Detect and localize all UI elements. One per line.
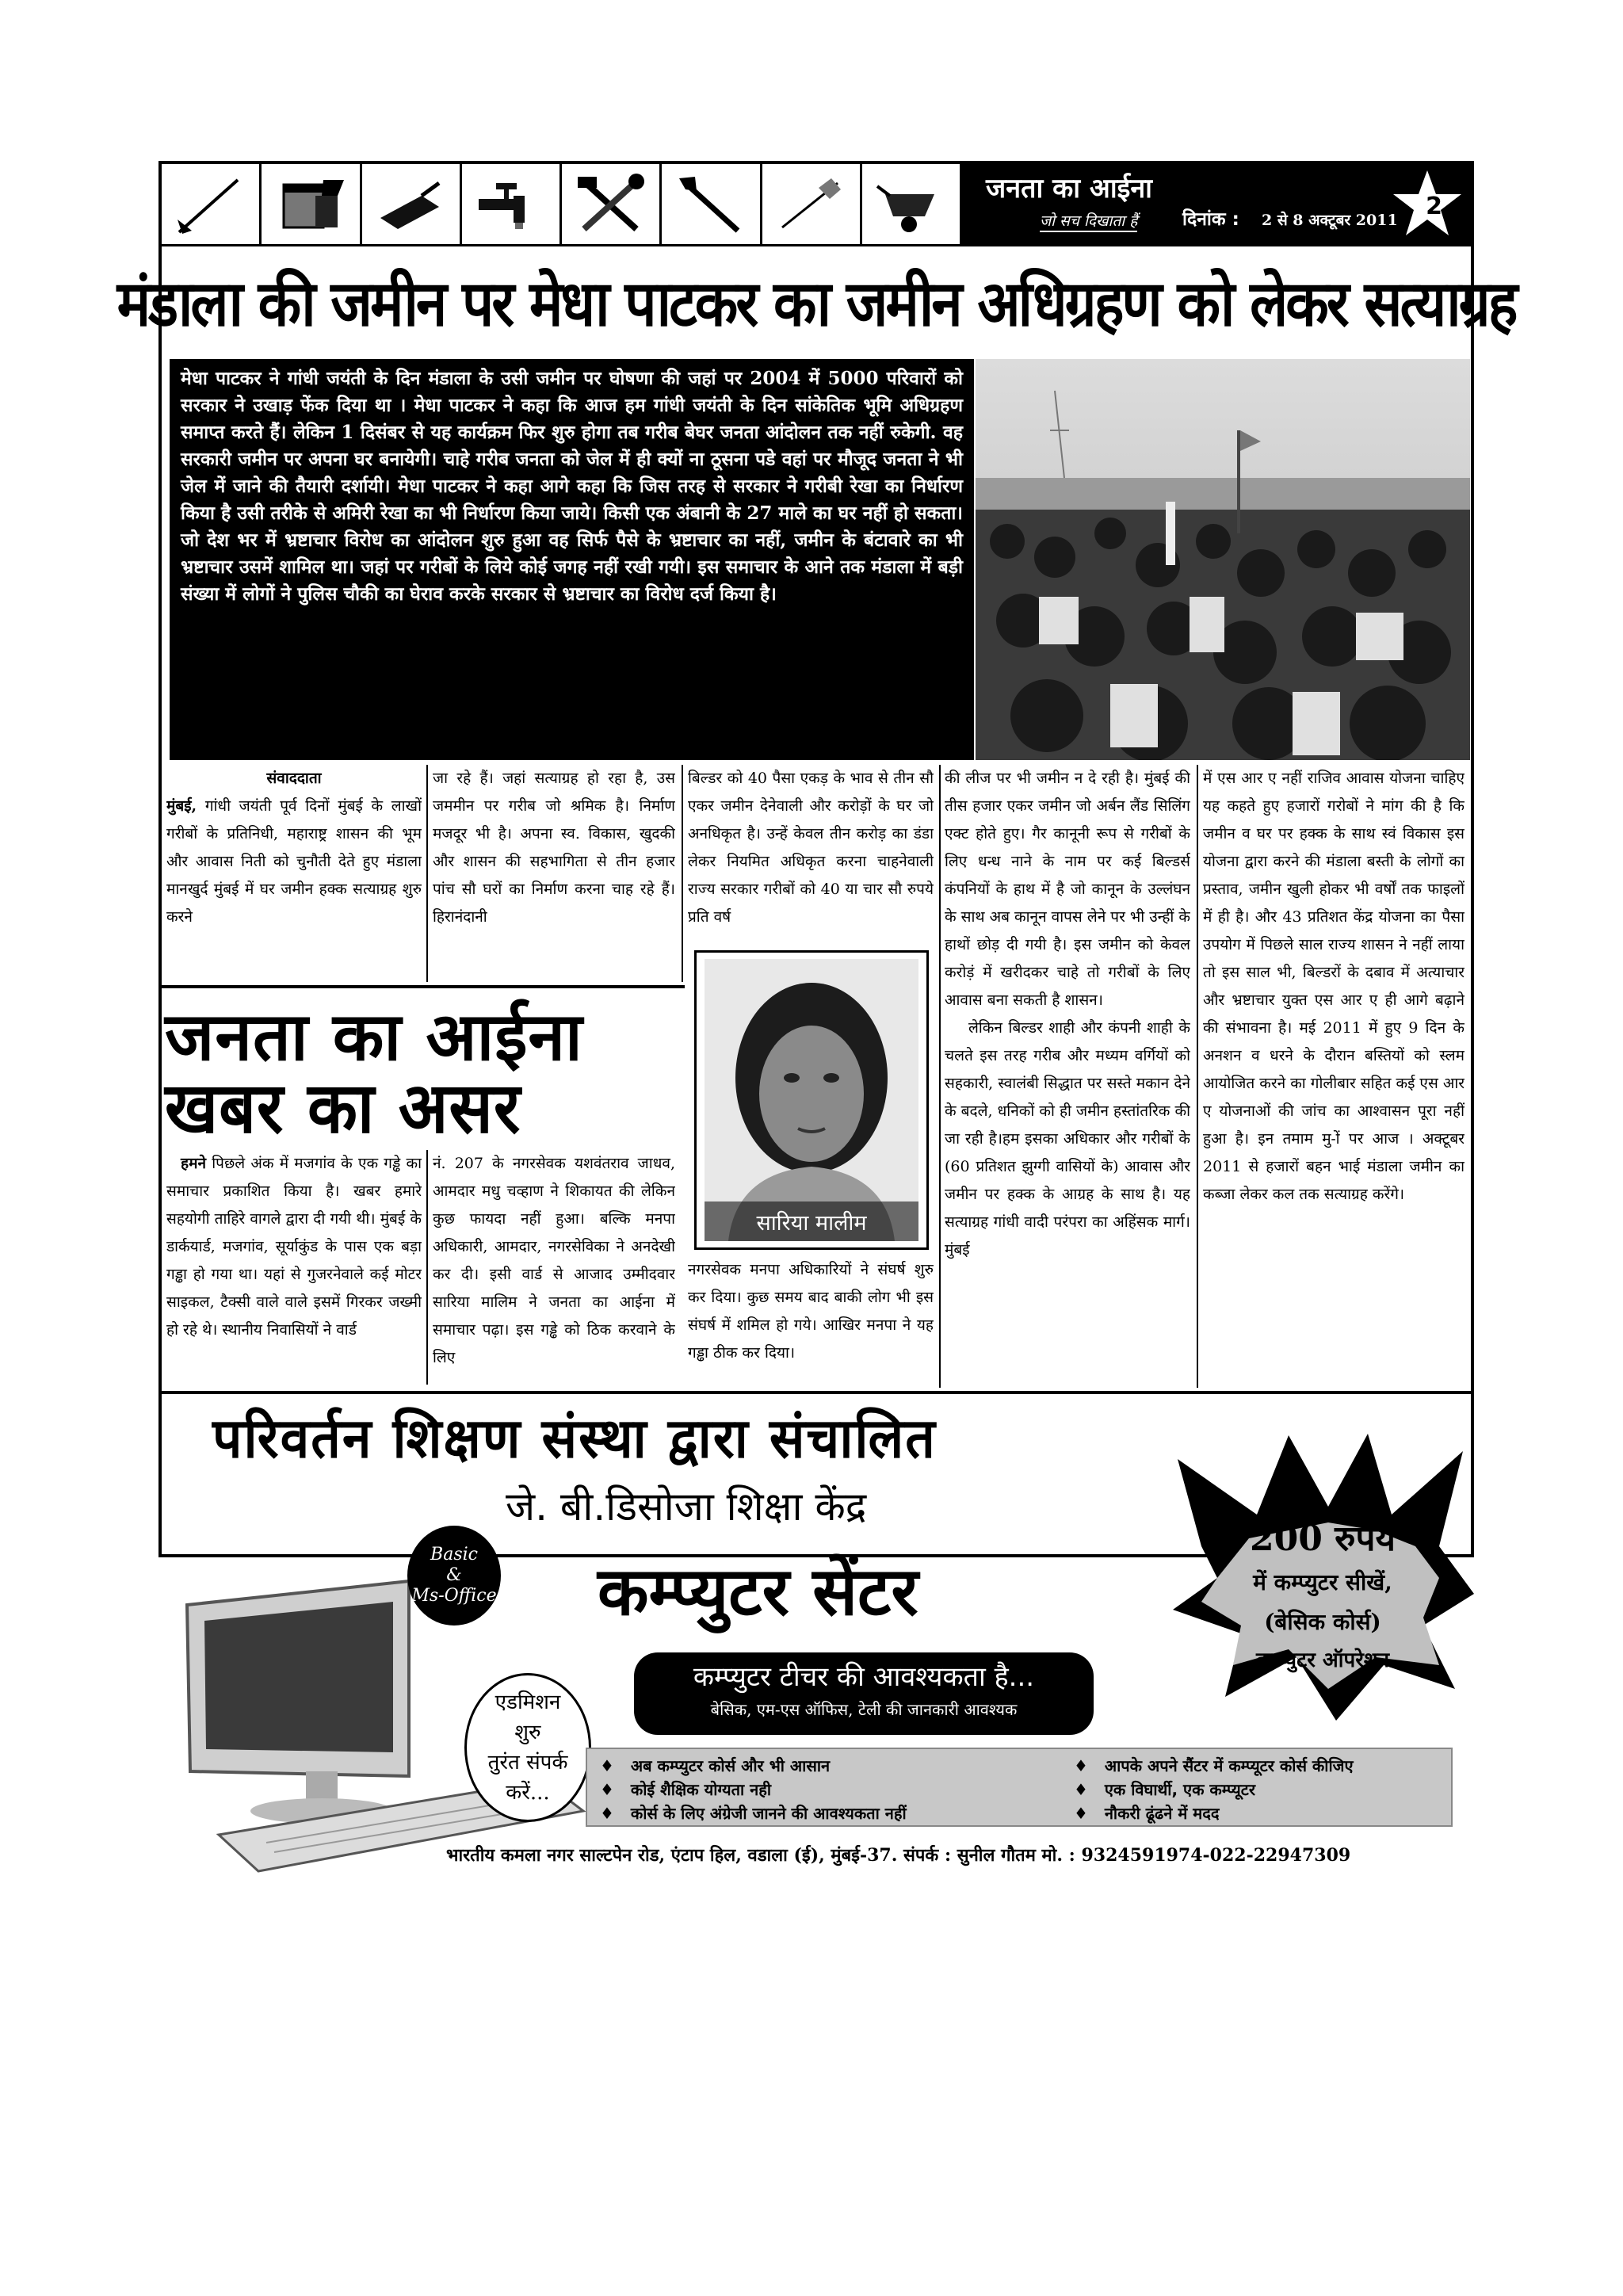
axe-icon (762, 164, 862, 246)
teacher-requirements: बेसिक, एम-एस ऑफिस, टेली की जानकारी आवश्यक (710, 1700, 1018, 1719)
paint-bucket-icon (262, 164, 361, 246)
feature-item: नौकरी ढूंढने में मदद (1104, 1804, 1220, 1823)
ad-center-name: कम्प्युटर सेंटर (598, 1553, 918, 1630)
article-col-1-text: गांधी जयंती पूर्व दिनों मुंबई के लाखों गरीबों के प्रतिनिधी, महाराष्ट्र शासन की भूम और आवास निती को चुनौती देते हुए मंडाला मानखुर्द मुंबई में घर जमीन हक्क सत्याग्रह शुरु करने (166, 797, 422, 926)
impact-col-2: नं. 207 के नगरसेवक यशवंतराव जाधव, आमदार मधु चव्हाण ने शिकायत की लेकिन कुछ फायदा नहीं हुआ। बल्कि मनपा अधिकारी, आमदार, नगरसेविका ने अनदेखी कर दी। इसी वार्ड से आजाद उम्मीदवार सारिया मालिम ने जनता का आईना में समाचार पढ़ा। इस गड्ढे को ठिक करवाने के लिए (433, 1155, 675, 1366)
paper-name: जनता का आईना (986, 173, 1152, 204)
candidate-portrait (694, 950, 929, 1250)
wheelbarrow-icon (862, 164, 962, 246)
ad-title: परिवर्तन शिक्षण संस्था द्वारा संचालित (212, 1406, 937, 1471)
impact-col-1 (166, 1150, 422, 1385)
article-col-5: में एस आर ए नहीं राजिव आवास योजना चाहिए यह कहते हुए हजारों गरोबों ने मांग की है कि जमीन व घर पर हक्क के साथ स्वं विकास इस योजना द्वारा करने की मंडाला बस्ती के लोगों का प्रस्ताव, जमीन खुली होकर भी वर्षों तक फाइलों में ही है। और 43 प्रतिशत केंद्र योजना का पैसा उपयोग में पिछले साल राज्य शासन ने नहीं लाया तो इस साल भी, बिल्डरों के दबाव में अत्याचार और भ्रष्टाचार युक्त एस आर ए ही आगे बढ़ाने की संभावना है। मई 2011 में हुए 9 दिन के अनशन व धरने के दौरान बस्तियों को स्लम आयोजित करने का गोलीबार सहित कई एस आर ए योजनाओं की जांच का आश्वासन पूरा नहीं हुआ है। इन तमाम मु-ों पर आज । अक्टूबर 2011 से हजारों बहन भाई मंडाला जमीन का कब्जा लेकर कल तक सत्याग्रह करेंगे। (1203, 770, 1465, 1203)
course-oval-line: Ms-Office (411, 1586, 497, 1606)
feature-item: एक विघार्थी, एक कम्प्यूटर (1104, 1780, 1256, 1799)
impact-col-3: नगरसेवक मनपा अधिकारियों ने संघर्ष शुरु कर दिया। कुछ समय बाद बाकी लोग भी इस संघर्ष में शमिल हो गये। आखिर मनपा ने यह गड्ढा ठीक कर दिया। (688, 1261, 934, 1362)
bullet-icon: ♦ (1074, 1756, 1105, 1775)
feature-item: आपके अपने सैंटर में कम्प्यूटर कोर्स कीजिए (1104, 1756, 1354, 1775)
bullet-icon: ♦ (600, 1804, 631, 1823)
main-headline: मंडाला की जमीन पर मेधा पाटकर का जमीन अधिग्रहण को लेकर सत्याग्रह (116, 266, 1516, 340)
masthead (162, 164, 1471, 246)
impact-banner-line-2: खबर का असर (165, 1068, 521, 1150)
teacher-wanted-banner (634, 1652, 1094, 1735)
feature-item: अब कम्प्युटर कोर्स और भी आसान (630, 1756, 831, 1775)
column-divider (426, 1150, 428, 1385)
column-divider (1197, 765, 1198, 1388)
page-number: 2 (1426, 193, 1442, 220)
admission-line: तुरंत संपर्क (487, 1751, 568, 1775)
portrait-caption: सारिया मालीम (705, 1201, 918, 1241)
article-col-2: जा रहे हैं। जहां सत्याग्रह हो रहा है, उस जममीन पर गरीब जो श्रमिक है। निर्माण मजदूर भी है। अपना स्व. विकास, खुदकी और शासन की सहभागिता से तीन हजार पांच सौ घरों का निर्माण करना चाह रहे हैं। हिरानंदानी (433, 770, 675, 926)
burst-line: में कम्प्युटर सीखें, (1253, 1569, 1392, 1595)
teacher-wanted-text: कम्प्युटर टीचर की आवश्यकता है... (693, 1661, 1035, 1693)
issue-date: 2 से 8 अक्टूबर 2011 (1262, 212, 1398, 229)
date-label: दिनांक : (1182, 209, 1239, 230)
impact-banner-line-1: जनता का आईना (165, 998, 583, 1075)
byline: संवाददाता (266, 770, 322, 787)
lead-paragraph: मेधा पाटकर ने गांधी जयंती के दिन मंडाला के उसी जमीन पर घोषणा की जहां पर 2004 में 5000 परिवारों को सरकार ने उखाड़ फेंक दिया था । मेधा पाटकर ने कहा कि आज हम गांधी जयंती के दिन सांकेतिक भूमि अधिग्रहण समाप्त करते हैं। लेकिन 1 दिसंबर से यह कार्यक्रम फिर शुरु होगा तब गरीब बेघर जनता आंदोलन तक नहीं रुकेगी. वह सरकारी जमीन पर अपना घर बनायेगी। चाहे गरीब जनता को जेल में ही क्यों ना ठूसना पडे वहां पर मौजूद जनता ने भी जेल में जाने की तैयारी दर्शायी। मेधा पाटकर ने कहा आगे कहा कि जिस तरह से सरकार ने गरीबी रेखा का निर्धारण किया है उसी तरीके से अमिरी रेखा का भी निर्धारण किया जाये। किसी एक अंबानी के 27 माले का घर नहीं हो सकता। जो देश भर में भ्रष्टाचार विरोध का आंदोलन शुरु हुआ वह सिर्फ पैसे के भ्रष्टाचार का नहीं, जमीन के बंटावारे का भी भ्रष्टाचार उसमें शामिल था। जहां पर गरीबों के लिये कोई जगह नहीं रखी गयी। इस समाचार के आने तक मंडाला में बड़ी संख्या में लोगों ने पुलिस चौकी का घेराव करके सरकार से भ्रष्टाचार का विरोध दर्ज किया है। (170, 359, 974, 760)
article-col-4-para-1: की लीज पर भी जमीन न दे रही है। मुंबई की तीस हजार एकर जमीन जो अर्बन लैंड सिलिंग एक्ट होते हुए। गैर कानूनी रूप से गरीबों के लिए धन्ध नाने के नाम पर कई बिल्डर्स कंपनियों के हाथ में है जो कानून के उल्लंघन के साथ अब कानून वापस लेने पर भी उन्हीं के हाथों छोड़ दी गयी है। इस जमीन को केवल करोड़ं में खरीदकर चाहे तो गरीबों के लिए आवास बना सकती है शासन। (945, 770, 1190, 1009)
article-col-1 (166, 765, 422, 982)
bullet-icon: ♦ (600, 1780, 631, 1799)
impact-col-1-text: पिछले अंक में मजगांव के एक गड्ढे का समाचार प्रकाशित किया है। खबर हमारे सहयोगी ताहिरे वागले द्वारा दी गयी थी। मुंबई के डार्कयार्ड, मजगांव, सूर्याकुंड के पास एक बड़ा गड्ढा हो गया था। यहां से गुजरनेवाले कई मोटर साइकल, टैक्सी वाले वाले इसमें गिरकर जख्मी हो रहे थे। स्थानीय निवासियों ने वार्ड (166, 1155, 422, 1339)
course-oval-line: & (446, 1565, 462, 1585)
burst-price: 200 रुपये (1250, 1519, 1396, 1559)
features-right (1074, 1754, 1354, 1825)
portrait-photo (705, 959, 918, 1241)
article-col-4-para-2: लेकिन बिल्डर शाही और कंपनी शाही के चलते इस तरह गरीब और मध्यम वर्गियों को सहकारी, स्वालंबी सिद्धात पर सस्ते मकान देने के बदले, धनिकों को ही जमीन हस्तांतरिक की जा रही है।हम इसका अधिकार और गरीबों के (60 प्रतिशत झुग्गी वासियों के) आवास और जमीन पर हक्क के आग्रह के साथ है। यह सत्याग्रह गांधी वादी परंपरा का अहिंसक मार्ग। मुंबई (945, 1019, 1190, 1259)
admission-line: करें... (506, 1781, 550, 1805)
feature-item: कोर्स के लिए अंग्रेजी जानने की आवश्यकता नहीं (630, 1804, 907, 1823)
course-oval-line: Basic (430, 1545, 478, 1564)
hammer-wrench-icon (562, 164, 662, 246)
burst-line: कम्प्युटर ऑपरेशन (1255, 1648, 1390, 1672)
bullet-icon: ♦ (600, 1756, 631, 1775)
section-rule (162, 1391, 1471, 1394)
column-divider (682, 765, 683, 982)
contact-address: भारतीय कमला नगर साल्टपेन रोड, एंटाप हिल, वडाला (ई), मुंबई-37. संपर्क : सुनील गौतम मो. : 9324591974-022-22947309 (446, 1845, 1351, 1866)
admission-badge (464, 1673, 591, 1822)
features-left (600, 1754, 907, 1825)
bullet-icon: ♦ (1074, 1780, 1105, 1799)
bullet-icon: ♦ (1074, 1804, 1105, 1823)
features-box (586, 1748, 1453, 1827)
burst-line: (बेसिक कोर्स) (1264, 1609, 1381, 1635)
hoe-icon (162, 164, 262, 246)
rally-photo (976, 359, 1470, 760)
dateline: मुंबई, (166, 797, 197, 815)
impact-lead-word: हमने (181, 1155, 206, 1172)
tool-icon-strip (162, 164, 962, 246)
column-divider (426, 765, 428, 982)
water-tap-icon (462, 164, 562, 246)
article-col-3: बिल्डर को 40 पैसा एकड़ के भाव से तीन सौ एकर जमीन देनेवाली और करोड़ों के घर जो अनधिकृत है। उन्हें केवल तीन करोड़ का डंडा लेकर नियमित अधिकृत करना चाहनेवाली राज्य सरकार गरीबों को 40 या चार सौ रुपये प्रति वर्ष (688, 770, 934, 926)
paper-tagline: जो सच दिखाता हैं (1040, 210, 1137, 232)
column-divider (939, 765, 941, 1388)
pipe-wrench-icon (662, 164, 762, 246)
paper-nameplate (962, 164, 1471, 246)
article-col-4 (945, 765, 1190, 1388)
course-oval (407, 1526, 501, 1626)
admission-line: शुरु (514, 1721, 541, 1744)
feature-item: कोई शैक्षिक योग्यता नही (630, 1780, 772, 1799)
newspaper-page (116, 161, 1516, 1866)
trowel-icon (362, 164, 462, 246)
admission-line: एडमिशन (495, 1690, 561, 1714)
ad-subtitle: जे. बी.डिसोजा शिक्षा केंद्र (506, 1484, 867, 1530)
